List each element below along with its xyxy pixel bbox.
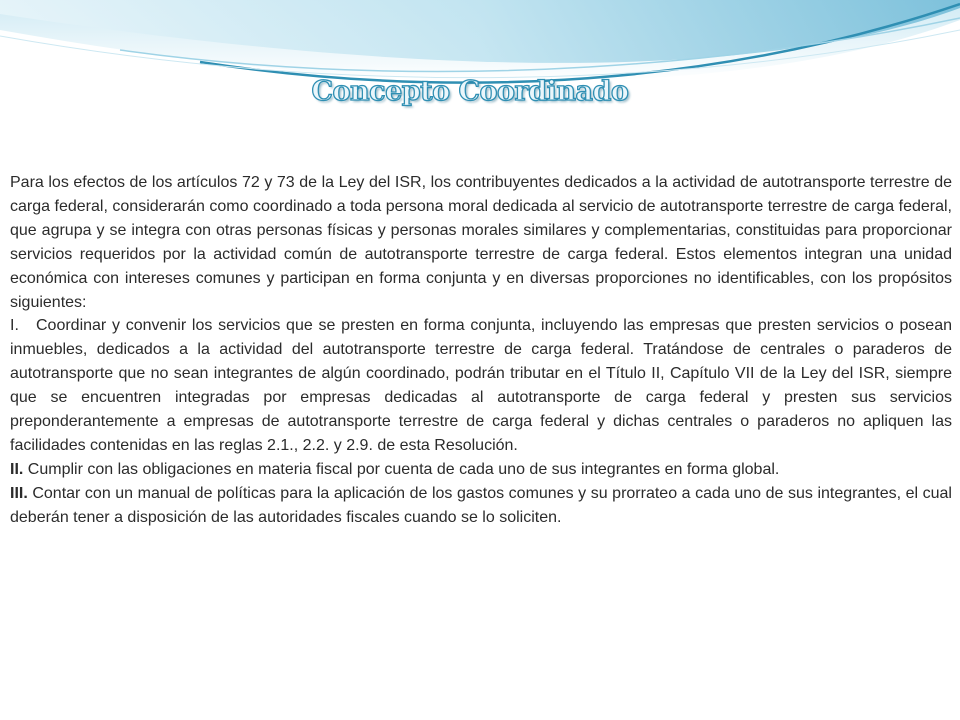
list-item-3-text: Contar con un manual de políticas para la aplicación de los gastos comunes y su prorrateo a cada uno de sus integrantes, el cual deberán tener a disposición de las autoridades fiscales cuando se lo soliciten.: [10, 484, 952, 526]
list-item-3-number: III.: [10, 484, 28, 502]
list-item-1-text: Coordinar y convenir los servicios que se presten en forma conjunta, incluyendo las empresas que presten servicios o posean inmuebles, dedicados a la actividad del autotransporte terrestre de carga federal. Tratándose de centrales o paraderos de autotransporte que no sean integrantes de algún coordinado, podrán tributar en el Título II, Capítulo VII de la Ley del ISR, siempre que se encuentren integradas por empresas dedicadas al autotransporte de carga federal y presten sus servicios preponderantemente a empresas de autotransporte terrestre de carga federal y dichas centrales o paraderos no apliquen las facilidades contenidas en las reglas 2.1., 2.2. y 2.9. de esta Resolución.: [10, 317, 952, 454]
intro-paragraph: Para los efectos de los artículos 72 y 73 de la Ley del ISR, los contribuyentes dedicados a la actividad de autotransporte terrestre de carga federal, considerarán como coordinado a toda persona moral dedicada al servicio de autotransporte terrestre de carga federal, que agrupa y se integra con otras personas físicas y personas morales similares y complementarias, constituidas para proporcionar servicios requeridos por la actividad común de autotransporte terrestre de carga federal. Estos elementos integran una unidad económica con intereses comunes y participan en forma conjunta y en diversas proporciones no identificables, con los propósitos siguientes:: [10, 174, 952, 311]
list-item-2-number: II.: [10, 460, 24, 478]
list-item-3: [10, 482, 952, 530]
slide-body: [10, 171, 952, 530]
list-item-1: [10, 314, 952, 457]
slide-title: Concepto Coordinado: [311, 76, 629, 107]
list-item-1-number: I.: [10, 317, 19, 335]
list-item-2: [10, 458, 952, 482]
list-item-2-text: Cumplir con las obligaciones en materia fiscal por cuenta de cada uno de sus integrantes en forma global.: [27, 460, 780, 478]
